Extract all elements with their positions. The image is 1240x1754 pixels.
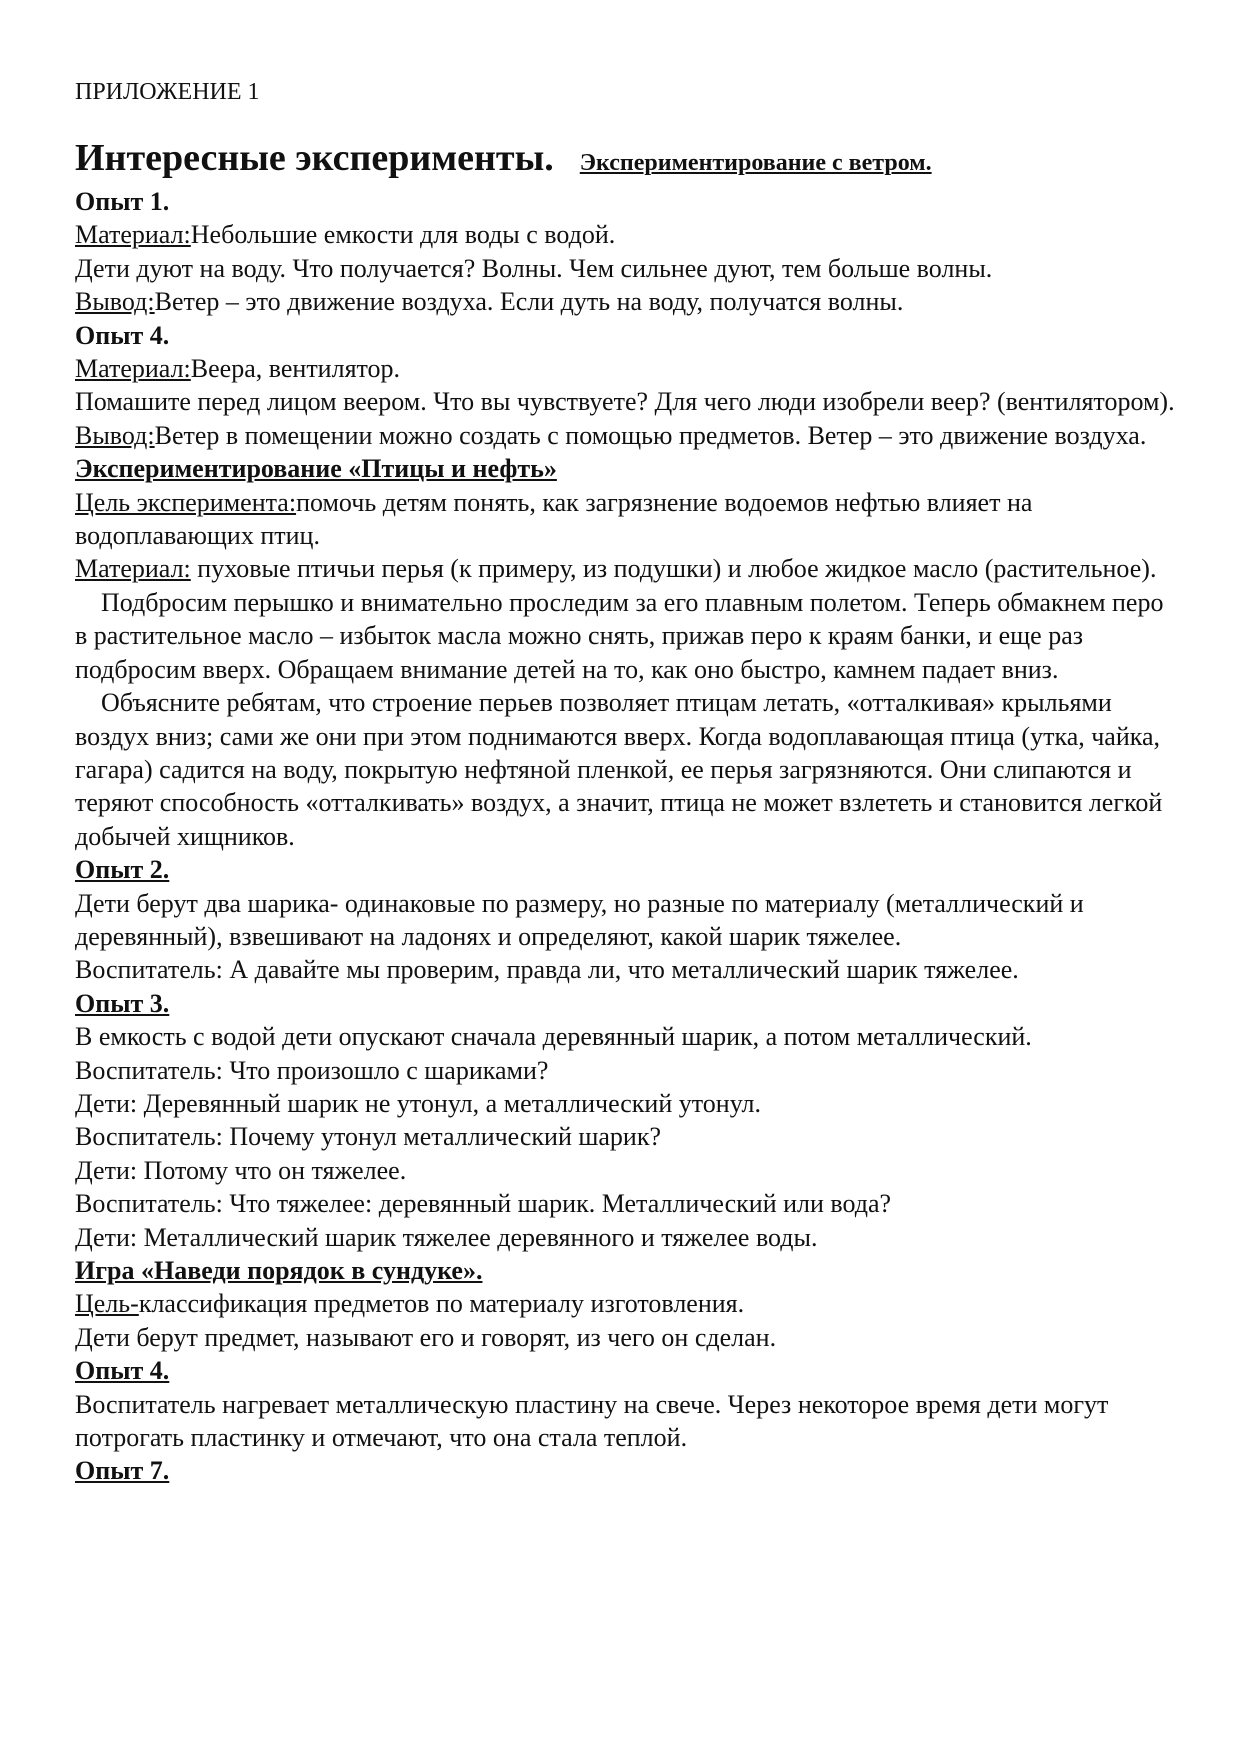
exp4a-material-text: Веера, вентилятор. bbox=[190, 354, 401, 384]
exp1-material-label: Материал: bbox=[75, 220, 191, 250]
exp1-conclusion-text: Ветер – это движение воздуха. Если дуть на воду, получатся волны. bbox=[154, 287, 904, 317]
birds-goal-text: помочь детям понять, как загрязнение водоемов нефтью влияет на водоплавающих птиц. bbox=[75, 487, 1033, 551]
exp3-line: Воспитатель: Что тяжелее: деревянный шарик. Металлический или вода? bbox=[75, 1189, 892, 1219]
exp1-conclusion bbox=[75, 285, 1175, 318]
exp2-heading: Опыт 2. bbox=[75, 855, 170, 885]
exp1-material-text: Небольшие емкости для воды с водой. bbox=[190, 220, 616, 250]
exp3-line: Дети: Деревянный шарик не утонул, а металлический утонул. bbox=[75, 1088, 762, 1118]
exp7-heading: Опыт 7. bbox=[75, 1456, 170, 1486]
page-title: Интересные эксперименты. bbox=[75, 137, 554, 179]
exp4a-conclusion-label: Вывод: bbox=[75, 420, 155, 450]
exp4a-conclusion-text: Ветер в помещении можно создать с помощью предметов. Ветер – это движение воздуха. bbox=[154, 420, 1147, 450]
exp3-line: Дети: Металлический шарик тяжелее деревянного и тяжелее воды. bbox=[75, 1222, 818, 1252]
document-page bbox=[75, 78, 1175, 1488]
birds-material-label: Материал: bbox=[75, 554, 191, 584]
exp4a-body: Помашите перед лицом веером. Что вы чувствуете? Для чего люди изобрели веер? (вентилятором). bbox=[75, 387, 1175, 417]
exp3-heading: Опыт 3. bbox=[75, 988, 170, 1018]
page-subtitle: Экспериментирование с ветром. bbox=[579, 150, 932, 176]
exp4a-heading: Опыт 4. bbox=[75, 320, 170, 350]
title-line bbox=[75, 136, 1175, 185]
exp4a-conclusion bbox=[75, 419, 1175, 452]
exp3-line: Воспитатель: Что произошло с шариками? bbox=[75, 1055, 549, 1085]
exp2-line: Воспитатель: А давайте мы проверим, правда ли, что металлический шарик тяжелее. bbox=[75, 955, 1019, 985]
exp3-line: Воспитатель: Почему утонул металлический шарик? bbox=[75, 1122, 662, 1152]
birds-material-text: пуховые птичьи перья (к примеру, из подушки) и любое жидкое масло (растительное). bbox=[190, 554, 1157, 584]
exp4b-heading: Опыт 4. bbox=[75, 1356, 170, 1386]
birds-paragraph-1: Подбросим перышко и внимательно проследим за его плавным полетом. Теперь обмакнем перо в растительное масло – избыток масла можно снять, прижав перо к краям банки, и еще раз подбросим вверх. Обращаем внимание детей на то, как оно быстро, камнем падает вниз. bbox=[75, 587, 1164, 684]
birds-goal-label: Цель эксперимента: bbox=[75, 487, 297, 517]
exp4a-material bbox=[75, 352, 1175, 385]
birds-material bbox=[75, 552, 1175, 585]
exp3-line: Дети: Потому что он тяжелее. bbox=[75, 1155, 407, 1185]
game-body: Дети берут предмет, называют его и говорят, из чего он сделан. bbox=[75, 1322, 777, 1352]
exp2-body: Дети берут два шарика- одинаковые по размеру, но разные по материалу (металлический и деревянный), взвешивают на ладонях и определяют, какой шарик тяжелее. bbox=[75, 888, 1084, 951]
exp3-line: В емкость с водой дети опускают сначала деревянный шарик, а потом металлический. bbox=[75, 1022, 1032, 1052]
birds-paragraph-2: Объясните ребятам, что строение перьев позволяет птицам летать, «отталкивая» крыльями воздух вниз; сами же они при этом поднимаются вверх. Когда водоплавающая птица (утка, чайка, гагара) садится на воду, покрытую нефтяной пленкой, ее перья загрязняются. Они слипаются и теряют способность «отталкивать» воздух, а значит, птица не может взлететь и становится легкой добычей хищников. bbox=[75, 688, 1163, 851]
game-goal-text: классификация предметов по материалу изготовления. bbox=[138, 1289, 745, 1319]
game-heading: Игра «Наведи порядок в сундуке». bbox=[75, 1256, 483, 1285]
exp1-conclusion-label: Вывод: bbox=[75, 287, 155, 317]
game-goal bbox=[75, 1287, 1175, 1320]
appendix-label: ПРИЛОЖЕНИЕ 1 bbox=[75, 79, 260, 105]
birds-heading: Экспериментирование «Птицы и нефть» bbox=[75, 454, 557, 484]
exp1-heading: Опыт 1. bbox=[75, 187, 170, 216]
game-goal-label: Цель- bbox=[75, 1289, 139, 1319]
exp4a-material-label: Материал: bbox=[75, 354, 191, 384]
birds-goal bbox=[75, 486, 1175, 553]
exp1-material bbox=[75, 218, 1175, 251]
exp1-body: Дети дуют на воду. Что получается? Волны. Чем сильнее дуют, тем больше волны. bbox=[75, 253, 993, 283]
exp4b-body: Воспитатель нагревает металлическую пластину на свече. Через некоторое время дети могут потрогать пластинку и отмечают, что она стала теплой. bbox=[75, 1389, 1109, 1453]
